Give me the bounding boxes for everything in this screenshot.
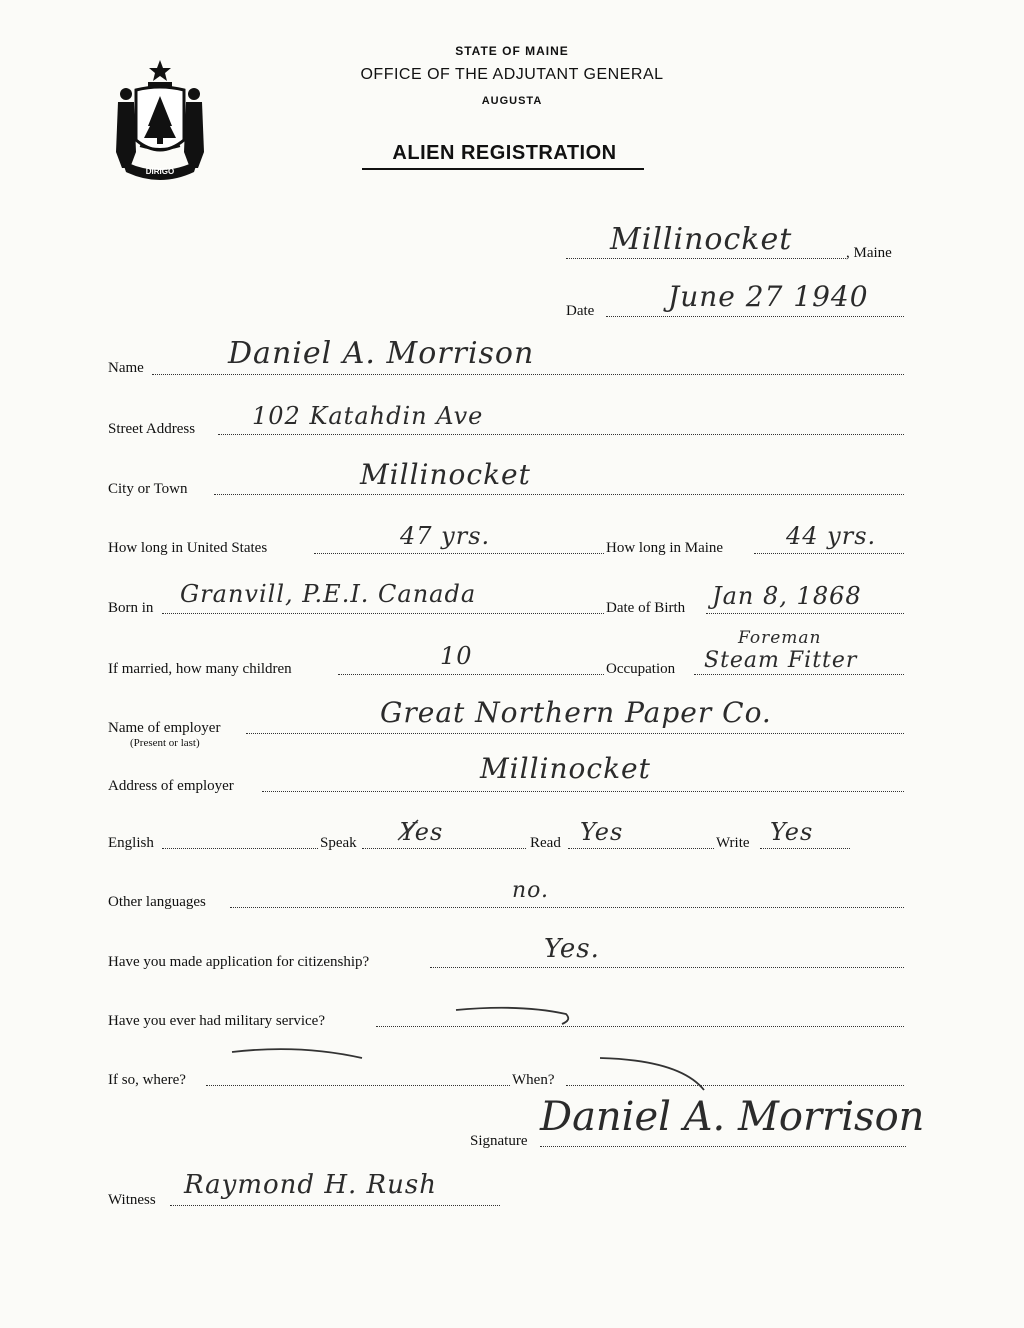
witness-line [170, 1205, 500, 1206]
occupation-label: Occupation [606, 661, 676, 677]
read-label: Read [530, 835, 561, 851]
born-in-label: Born in [108, 600, 154, 616]
form-title: ALIEN REGISTRATION [392, 142, 617, 164]
born-in-value: Granvill, P.E.I. Canada [180, 580, 477, 608]
city-label: City or Town [108, 481, 188, 497]
military-label: Have you ever had military service? [108, 1013, 325, 1029]
street-label: Street Address [108, 421, 196, 437]
children-label: If married, how many children [108, 661, 292, 677]
when-label: When? [512, 1072, 555, 1088]
where-label: If so, where? [108, 1072, 186, 1088]
date-label: Date [566, 303, 595, 319]
name-label: Name [108, 360, 144, 376]
dob-value: Jan 8, 1868 [712, 582, 862, 610]
town-value: Millinocket [610, 222, 793, 257]
how-long-us-label: How long in United States [108, 540, 268, 556]
employer-value: Great Northern Paper Co. [380, 696, 772, 729]
children-value: 10 [440, 642, 473, 670]
date-value: June 27 1940 [668, 280, 869, 313]
office-heading: OFFICE OF THE ADJUTANT GENERAL [360, 66, 664, 83]
employer-sublabel: (Present or last) [130, 737, 200, 749]
employer-address-value: Millinocket [480, 752, 651, 785]
town-suffix: , Maine [846, 245, 892, 261]
svg-text:DIRIGO: DIRIGO [145, 167, 175, 176]
witness-label: Witness [108, 1192, 156, 1208]
city-heading: AUGUSTA [481, 95, 543, 107]
how-long-maine-label: How long in Maine [606, 540, 724, 556]
citizenship-label: Have you made application for citizenship? [108, 954, 370, 970]
occupation-note: Foreman [738, 628, 822, 648]
english-label: English [108, 835, 154, 851]
employer-address-label: Address of employer [108, 778, 234, 794]
dob-label: Date of Birth [606, 600, 686, 616]
city-value: Millinocket [360, 458, 531, 491]
write-label: Write [716, 835, 750, 851]
citizenship-value: Yes. [544, 934, 600, 964]
occupation-value: Steam Fitter [704, 648, 858, 673]
other-languages-value: no. [512, 878, 550, 903]
state-heading: STATE OF MAINE [455, 44, 569, 58]
how-long-us-value: 47 yrs. [400, 522, 491, 550]
signature-value: Daniel A. Morrison [540, 1094, 925, 1140]
street-value: 102 Katahdin Ave [252, 402, 484, 430]
signature-line [540, 1146, 906, 1147]
speak-value: Yes [400, 818, 444, 846]
employer-label: Name of employer [108, 720, 221, 736]
write-value: Yes [770, 818, 814, 846]
read-value: Yes [580, 818, 624, 846]
signature-label: Signature [470, 1133, 528, 1149]
name-value: Daniel A. Morrison [228, 336, 535, 371]
other-languages-label: Other languages [108, 894, 206, 910]
witness-value: Raymond H. Rush [184, 1170, 437, 1200]
speak-label: Speak [320, 835, 357, 851]
how-long-maine-value: 44 yrs. [786, 522, 877, 550]
